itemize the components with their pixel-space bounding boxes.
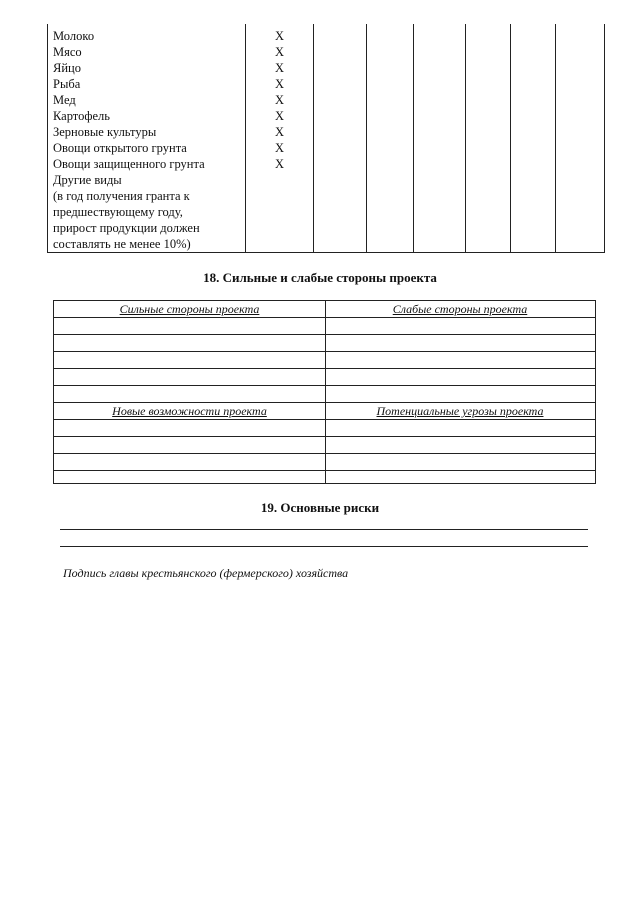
swot-left-column <box>54 301 326 483</box>
mark-column-cell <box>246 24 314 253</box>
row-mark: Х <box>274 45 285 59</box>
threats-header: Потенциальные угрозы проекта <box>325 403 595 420</box>
row-mark: Х <box>274 93 285 107</box>
section-18-heading: 18. Сильные и слабые стороны проекта <box>203 270 437 285</box>
product-names-cell <box>48 24 246 253</box>
strengths-row[interactable] <box>54 318 325 335</box>
opportunities-row[interactable] <box>54 454 325 471</box>
weaknesses-header: Слабые стороны проекта <box>325 301 595 318</box>
product-name: прирост продукции должен <box>53 221 200 235</box>
product-name: предшествующему году, <box>53 205 183 219</box>
threats-row[interactable] <box>325 454 595 471</box>
empty-cell[interactable] <box>367 24 414 253</box>
production-table <box>47 24 605 253</box>
product-name: Овощи открытого грунта <box>53 141 187 155</box>
strengths-row[interactable] <box>54 369 325 386</box>
weaknesses-row[interactable] <box>325 335 595 352</box>
strengths-row[interactable] <box>54 386 325 403</box>
product-name: (в год получения гранта к <box>53 189 190 203</box>
row-mark: Х <box>274 77 285 91</box>
swot-right-column <box>325 301 595 483</box>
row-mark: Х <box>274 141 285 155</box>
product-name: Другие виды <box>53 173 122 187</box>
product-name: Картофель <box>53 109 110 123</box>
weaknesses-row[interactable] <box>325 369 595 386</box>
product-name: Зерновые культуры <box>53 125 157 139</box>
row-mark: Х <box>274 29 285 43</box>
swot-table <box>53 300 596 484</box>
product-name: Мед <box>53 93 76 107</box>
product-name: Молоко <box>53 29 95 43</box>
strengths-row[interactable] <box>54 352 325 369</box>
row-mark: Х <box>274 109 285 123</box>
empty-cell[interactable] <box>414 24 466 253</box>
risk-entry-line[interactable] <box>60 529 588 530</box>
product-name: составлять не менее 10%) <box>53 237 191 251</box>
product-name: Овощи защищенного грунта <box>53 157 205 171</box>
empty-cell[interactable] <box>466 24 511 253</box>
strengths-header: Сильные стороны проекта <box>54 301 325 318</box>
product-name: Рыба <box>53 77 81 91</box>
opportunities-header: Новые возможности проекта <box>54 403 325 420</box>
empty-cell[interactable] <box>511 24 556 253</box>
weaknesses-row[interactable] <box>325 386 595 403</box>
weaknesses-row[interactable] <box>325 318 595 335</box>
empty-cell[interactable] <box>314 24 367 253</box>
risk-entry-line[interactable] <box>60 546 588 547</box>
weaknesses-row[interactable] <box>325 352 595 369</box>
signature-label: Подпись главы крестьянского (фермерского) хозяйства <box>63 566 349 580</box>
opportunities-row[interactable] <box>54 420 325 437</box>
row-mark: Х <box>274 61 285 75</box>
section-19-heading: 19. Основные риски <box>260 500 380 515</box>
product-name: Мясо <box>53 45 82 59</box>
product-name: Яйцо <box>53 61 81 75</box>
row-mark: Х <box>274 125 285 139</box>
threats-row[interactable] <box>325 437 595 454</box>
strengths-row[interactable] <box>54 335 325 352</box>
threats-row[interactable] <box>325 420 595 437</box>
opportunities-row[interactable] <box>54 437 325 454</box>
empty-cell[interactable] <box>556 24 605 253</box>
row-mark: Х <box>274 157 285 171</box>
